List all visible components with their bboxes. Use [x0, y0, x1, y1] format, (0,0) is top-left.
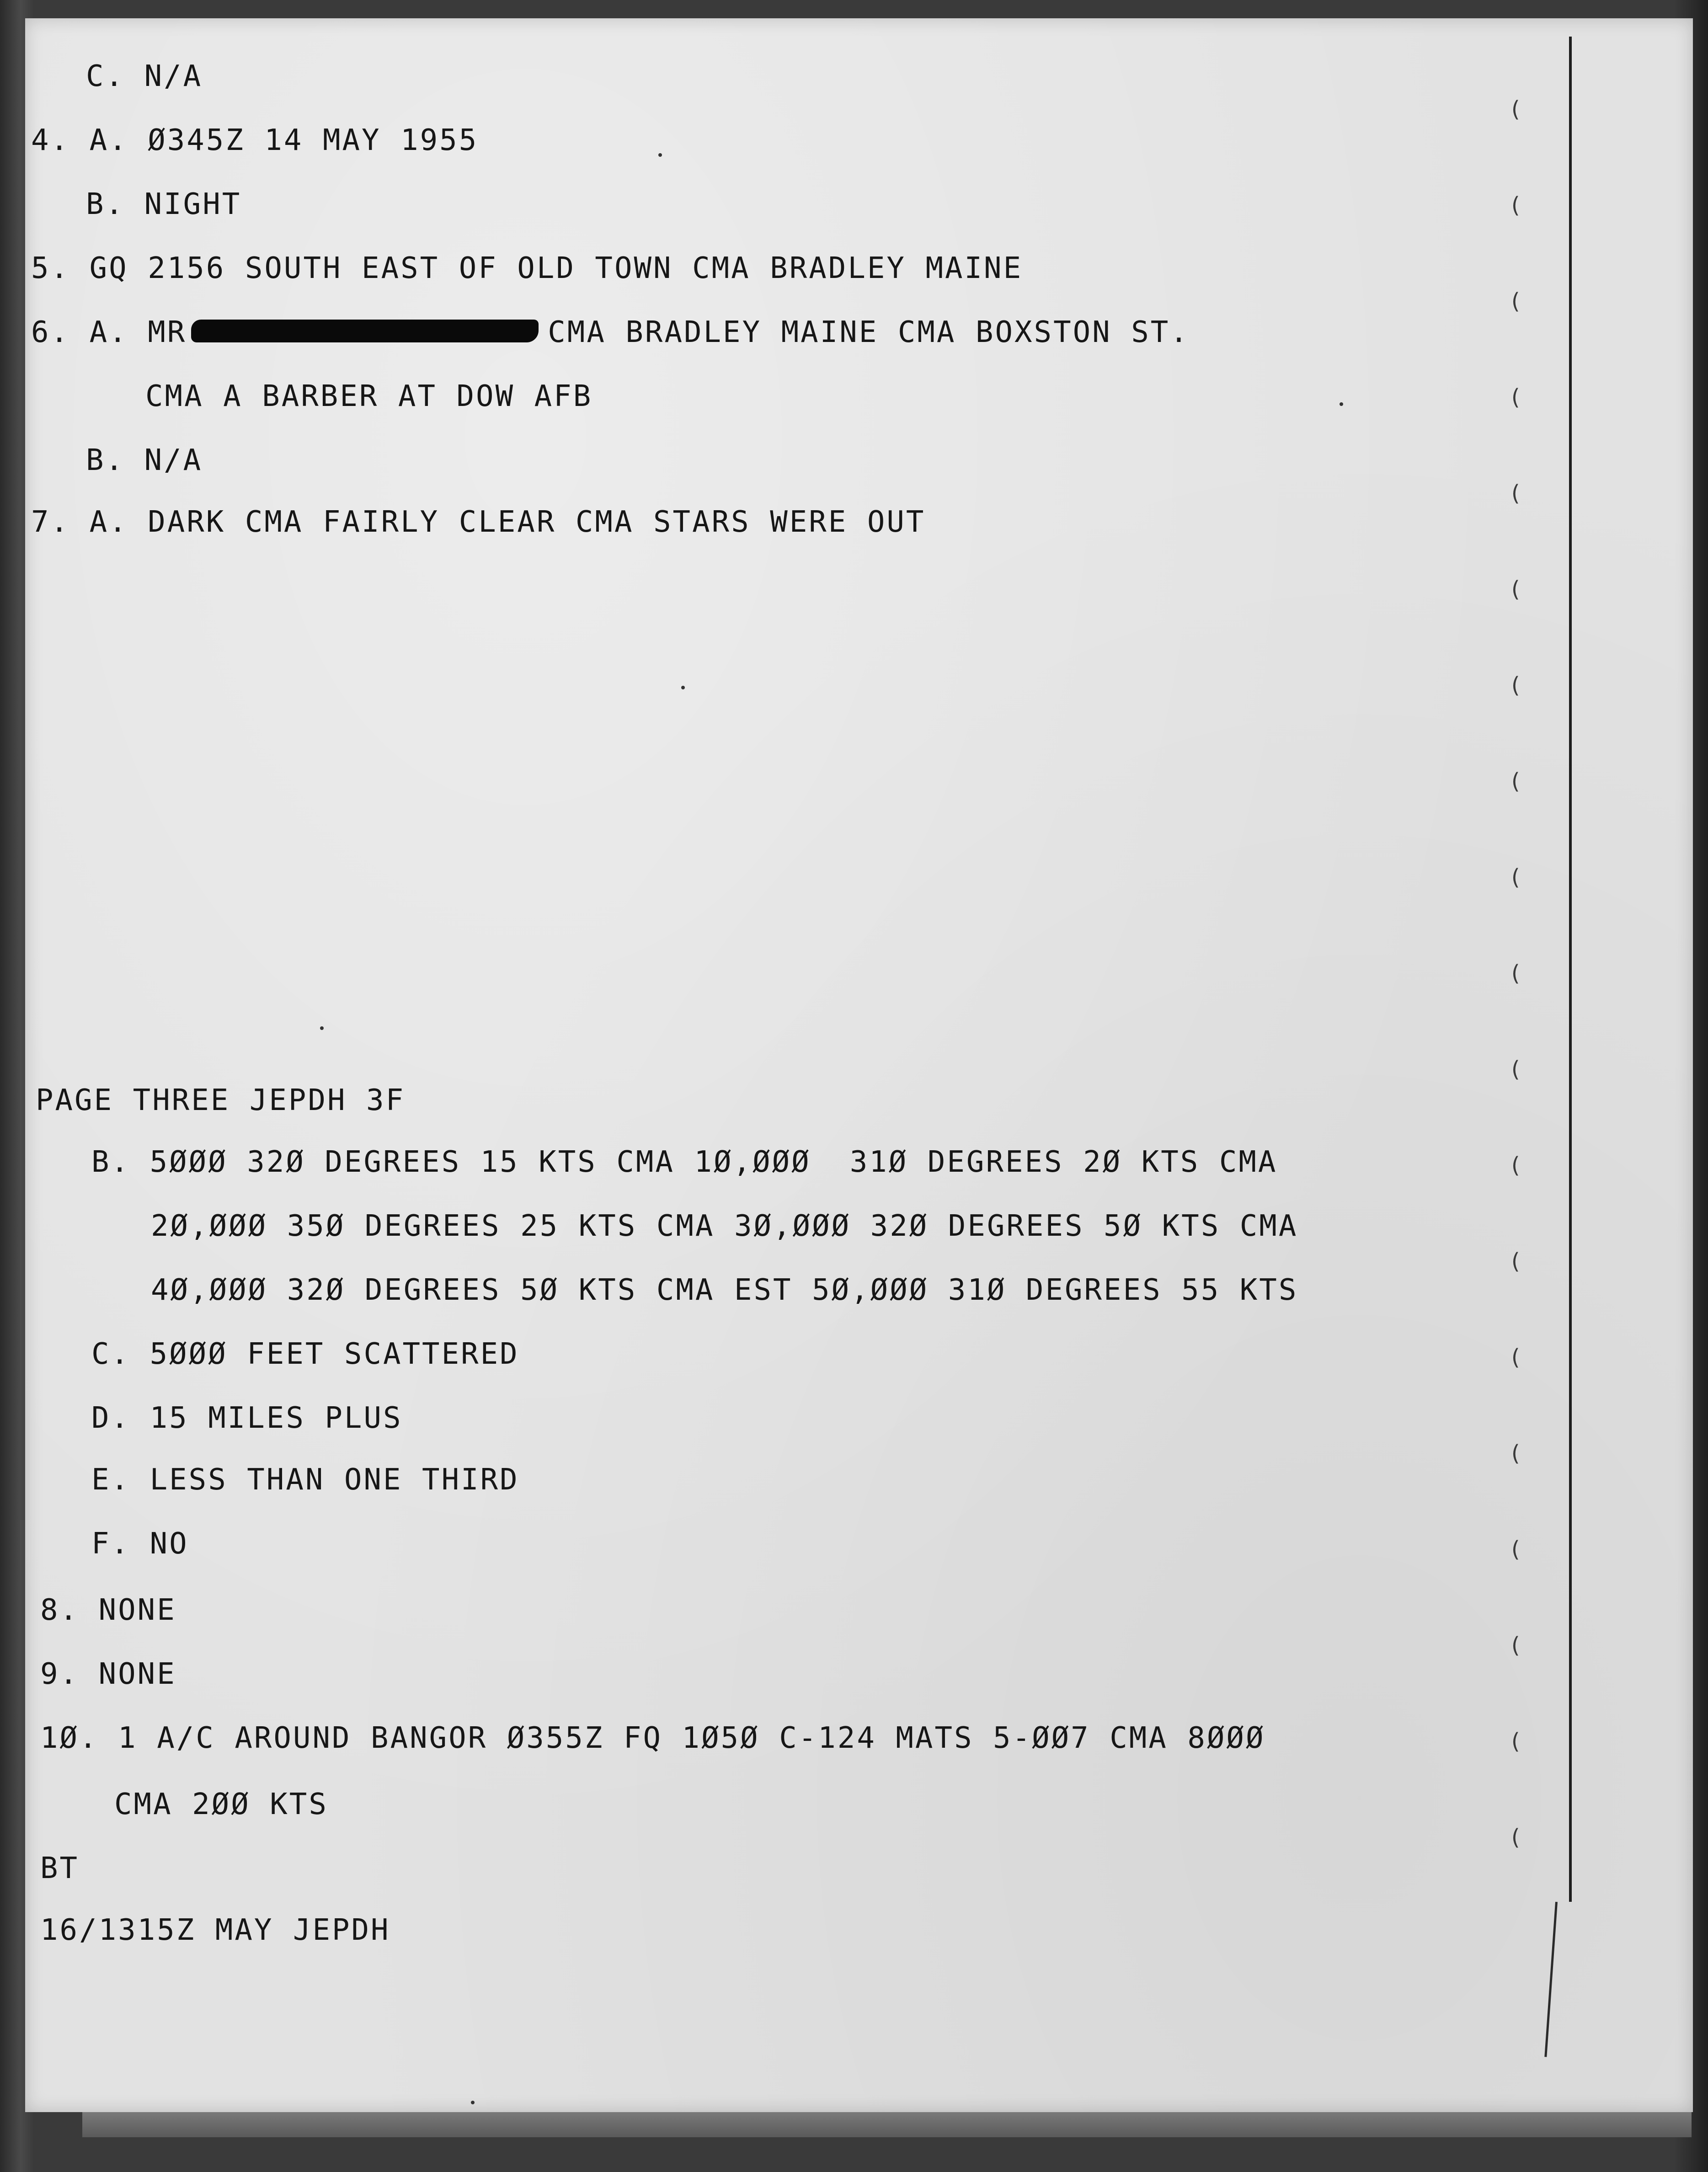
sprocket-mark: (	[1509, 1537, 1522, 1562]
sprocket-mark: (	[1509, 1441, 1522, 1466]
scan-speck	[1340, 402, 1343, 406]
line-item-7b-cont1: 2Ø,ØØØ 35Ø DEGREES 25 KTS CMA 3Ø,ØØØ 32Ø DEGREES 5Ø KTS CMA	[151, 1209, 1298, 1243]
sprocket-mark: (	[1509, 576, 1522, 602]
sprocket-mark: (	[1509, 96, 1522, 122]
sprocket-mark: (	[1509, 961, 1522, 986]
scan-speck	[658, 153, 662, 157]
sprocket-mark: (	[1509, 1345, 1522, 1370]
line-item-8: 8. NONE	[40, 1593, 176, 1627]
line-item-6a-suffix: CMA BRADLEY MAINE CMA BOXSTON ST.	[548, 315, 1190, 349]
line-item-6a-cont: CMA A BARBER AT DOW AFB	[145, 379, 593, 413]
break-marker: BT	[40, 1852, 80, 1885]
line-item-4b: B. NIGHT	[86, 187, 242, 221]
scan-speck	[681, 686, 685, 689]
line-item-9: 9. NONE	[40, 1657, 176, 1691]
line-item-4a: 4. A. Ø345Z 14 MAY 1955	[31, 123, 479, 157]
scan-speck	[320, 1026, 324, 1030]
line-item-5: 5. GQ 2156 SOUTH EAST OF OLD TOWN CMA BRADLEY MAINE	[31, 251, 1023, 285]
sprocket-mark: (	[1509, 1057, 1522, 1082]
sprocket-mark: (	[1509, 384, 1522, 410]
line-item-6b: B. N/A	[86, 443, 203, 477]
date-time-group: 16/1315Z MAY JEPDH	[40, 1913, 390, 1947]
sprocket-mark: (	[1509, 1729, 1522, 1754]
line-item-7d: D. 15 MILES PLUS	[91, 1401, 403, 1435]
line-item-6a	[31, 315, 1190, 349]
line-item-10: 1Ø. 1 A/C AROUND BANGOR Ø355Z FQ 1Ø5Ø C-124 MATS 5-ØØ7 CMA 8ØØØ	[40, 1721, 1265, 1755]
line-item-7c: C. 5ØØØ FEET SCATTERED	[91, 1337, 519, 1371]
sprocket-mark: (	[1509, 768, 1522, 794]
line-item-7b: B. 5ØØØ 32Ø DEGREES 15 KTS CMA 1Ø,ØØØ 31Ø DEGREES 2Ø KTS CMA	[91, 1145, 1278, 1179]
page-header: PAGE THREE JEPDH 3F	[36, 1083, 406, 1117]
sprocket-mark: (	[1509, 672, 1522, 698]
sprocket-mark: (	[1509, 1153, 1522, 1178]
line-item-3c: C. N/A	[86, 59, 203, 93]
line-item-10-cont: CMA 2ØØ KTS	[114, 1788, 328, 1821]
line-item-7f: F. NO	[91, 1527, 189, 1561]
line-item-6a-prefix: 6. A. MR	[31, 315, 187, 349]
line-item-7b-cont2: 4Ø,ØØØ 32Ø DEGREES 5Ø KTS CMA EST 5Ø,ØØØ 31Ø DEGREES 55 KTS	[151, 1273, 1298, 1307]
form-margin-rule	[1569, 37, 1572, 1902]
page-bottom-shadow	[82, 2112, 1692, 2137]
sprocket-mark: (	[1509, 192, 1522, 218]
scan-speck	[471, 2101, 475, 2104]
sprocket-mark: (	[1509, 865, 1522, 890]
sprocket-mark: (	[1509, 1249, 1522, 1274]
redaction-bar	[191, 320, 539, 342]
sprocket-mark: (	[1509, 1633, 1522, 1658]
line-item-7a: 7. A. DARK CMA FAIRLY CLEAR CMA STARS WERE OUT	[31, 505, 926, 539]
sprocket-mark: (	[1509, 288, 1522, 314]
sprocket-mark: (	[1509, 1825, 1522, 1850]
sprocket-mark: (	[1509, 480, 1522, 506]
line-item-7e: E. LESS THAN ONE THIRD	[91, 1463, 519, 1497]
